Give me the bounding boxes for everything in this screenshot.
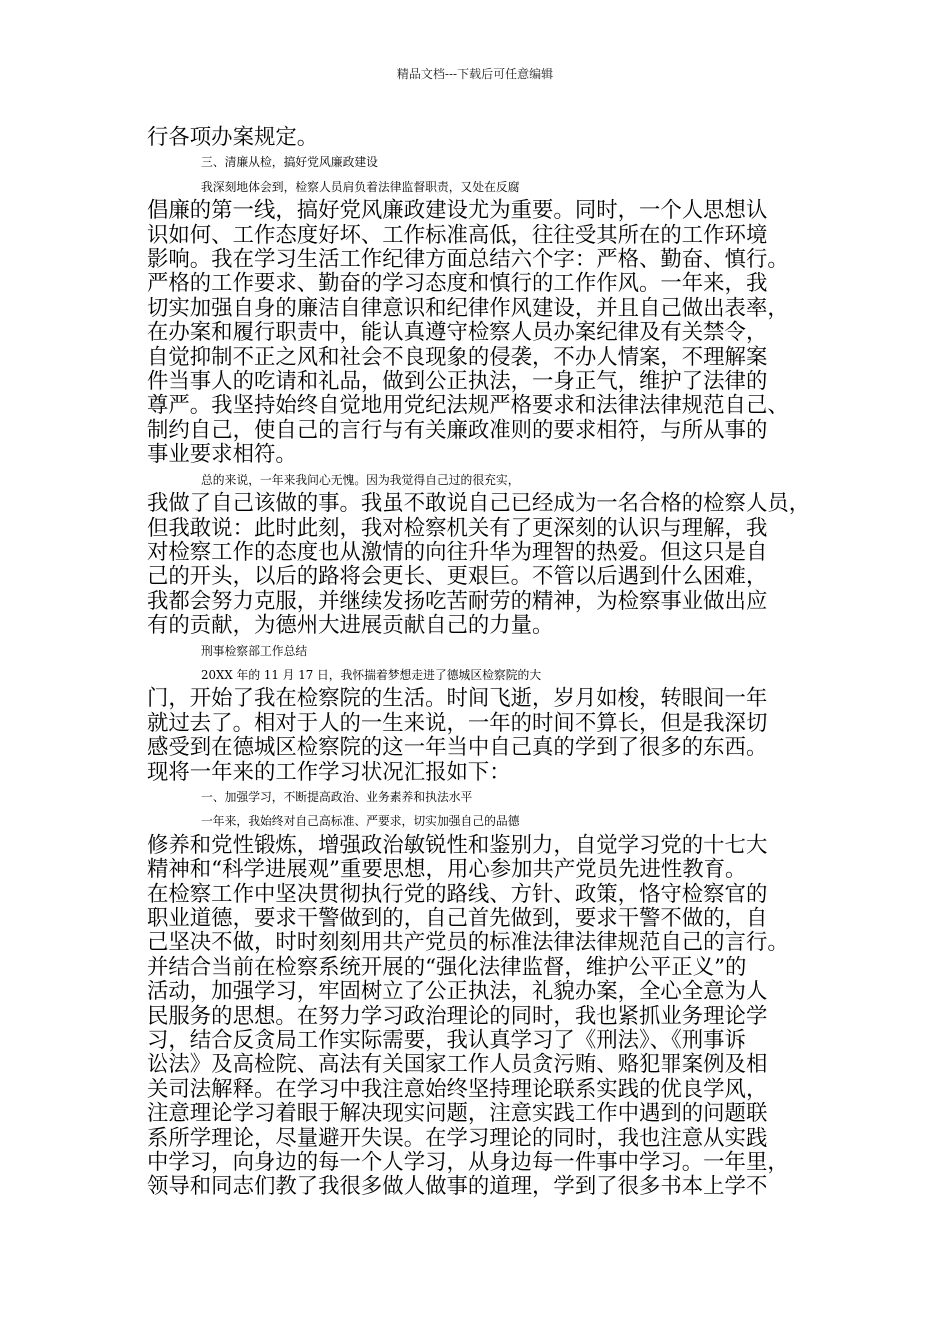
text-line: 习，结合反贪局工作实际需要，我认真学习了《刑法》、《刑事诉 xyxy=(147,1028,746,1054)
text-line: 系所学理论，尽量避开失误。在学习理论的同时，我也注意从实践 xyxy=(147,1125,768,1151)
text-line: 修养和党性锻炼，增强政治敏锐性和鉴别力，自觉学习党的十七大 xyxy=(147,832,768,858)
text-line: 领导和同志们教了我很多做人做事的道理，学到了很多书本上学不 xyxy=(147,1174,768,1200)
text-line: 并结合当前在检察系统开展的“强化法律监督，维护公平正义”的 xyxy=(147,954,747,980)
text-line: 己坚决不做，时时刻刻用共产党员的标准法律法律规范自己的言行。 xyxy=(147,930,789,956)
text-line: 民服务的思想。在努力学习政治理论的同时，我也紧抓业务理论学 xyxy=(147,1003,768,1029)
text-line: 精神和“科学进展观”重要思想，用心参加共产党员先进性教育。 xyxy=(147,857,747,883)
page-header: 精品文档---下载后可任意编辑 xyxy=(396,67,554,81)
document-body xyxy=(147,126,827,1200)
text-line: 识如何、工作态度好坏、工作标准高低，往往受其所在的工作环境 xyxy=(147,222,768,248)
paragraph-first-line: 一、加强学习，不断提高政治、业务素养和执法水平 xyxy=(201,789,473,804)
text-line: 行各项办案规定。 xyxy=(147,125,319,150)
paragraph-first-line: 我深刻地体会到，检察人员肩负着法律监督职责，又处在反腐 xyxy=(201,179,520,194)
text-line: 严格的工作要求、勤奋的学习态度和慎行的工作作风。一年来，我 xyxy=(147,271,768,297)
paragraph-first-line: 20XX 年的 11 月 17 日，我怀揣着梦想走进了德城区检察院的大 xyxy=(201,667,542,682)
text-line: 在办案和履行职责中，能认真遵守检察人员办案纪律及有关禁令， xyxy=(147,320,768,346)
paragraph-first-line: 总的来说，一年来我问心无愧。因为我觉得自己过的很充实， xyxy=(201,472,520,487)
text-line: 件当事人的吃请和礼品，做到公正执法，一身正气，维护了法律的 xyxy=(147,369,768,395)
text-line: 在检察工作中坚决贯彻执行党的路线、方针、政策，恪守检察官的 xyxy=(147,881,768,907)
text-line: 注意理论学习着眼于解决现实问题，注意实践工作中遇到的问题联 xyxy=(147,1101,768,1127)
text-line: 中学习，向身边的每一个人学习，从身边每一件事中学习。一年里， xyxy=(147,1150,789,1176)
text-line: 感受到在德城区检察院的这一年当中自己真的学到了很多的东西。 xyxy=(147,735,768,761)
text-line: 就过去了。相对于人的一生来说，一年的时间不算长，但是我深切 xyxy=(147,710,768,736)
text-line: 制约自己，使自己的言行与有关廉政准则的要求相符，与所从事的 xyxy=(147,417,768,443)
text-line: 事业要求相符。 xyxy=(147,442,297,468)
text-line: 尊严。我坚持始终自觉地用党纪法规严格要求和法律法律规范自己、 xyxy=(147,393,789,419)
text-line: 对检察工作的态度也从激情的向往升华为理智的热爱。但这只是自 xyxy=(147,539,768,565)
text-line: 我做了自己该做的事。我虽不敢说自己已经成为一名合格的检察人员， xyxy=(147,491,811,517)
text-line: 现将一年来的工作学习状况汇报如下： xyxy=(147,759,511,785)
text-line: 切实加强自身的廉洁自律意识和纪律作风建设，并且自己做出表率， xyxy=(147,295,789,321)
paragraph-first-line: 刑事检察部工作总结 xyxy=(201,643,308,658)
text-line: 门，开始了我在检察院的生活。时间飞逝，岁月如梭，转眼间一年 xyxy=(147,686,768,712)
text-line: 但我敢说：此时此刻，我对检察机关有了更深刻的认识与理解，我 xyxy=(147,515,768,541)
text-line: 关司法解释。在学习中我注意始终坚持理论联系实践的优良学风， xyxy=(147,1076,768,1102)
text-line: 讼法》及高检院、高法有关国家工作人员贪污贿、赂犯罪案例及相 xyxy=(147,1052,768,1078)
paragraph-first-line: 一年来，我始终对自己高标准、严要求，切实加强自己的品德 xyxy=(201,814,520,829)
text-line: 倡廉的第一线，搞好党风廉政建设尤为重要。同时，一个人思想认 xyxy=(147,198,768,224)
text-line: 有的贡献，为德州大进展贡献自己的力量。 xyxy=(147,613,554,639)
text-line: 影响。我在学习生活工作纪律方面总结六个字：严格、勤奋、慎行。 xyxy=(147,247,789,273)
text-line: 自觉抑制不正之风和社会不良现象的侵袭，不办人情案，不理解案 xyxy=(147,344,768,370)
text-line: 我都会努力克服，并继续发扬吃苦耐劳的精神，为检察事业做出应 xyxy=(147,588,768,614)
text-line: 己的开头，以后的路将会更长、更艰巨。不管以后遇到什么困难， xyxy=(147,564,768,590)
paragraph-first-line: 三、清廉从检，搞好党风廉政建设 xyxy=(201,155,378,170)
text-line: 职业道德，要求干警做到的，自己首先做到，要求干警不做的，自 xyxy=(147,906,768,931)
text-line: 活动，加强学习，牢固树立了公正执法，礼貌办案，全心全意为人 xyxy=(147,979,768,1005)
